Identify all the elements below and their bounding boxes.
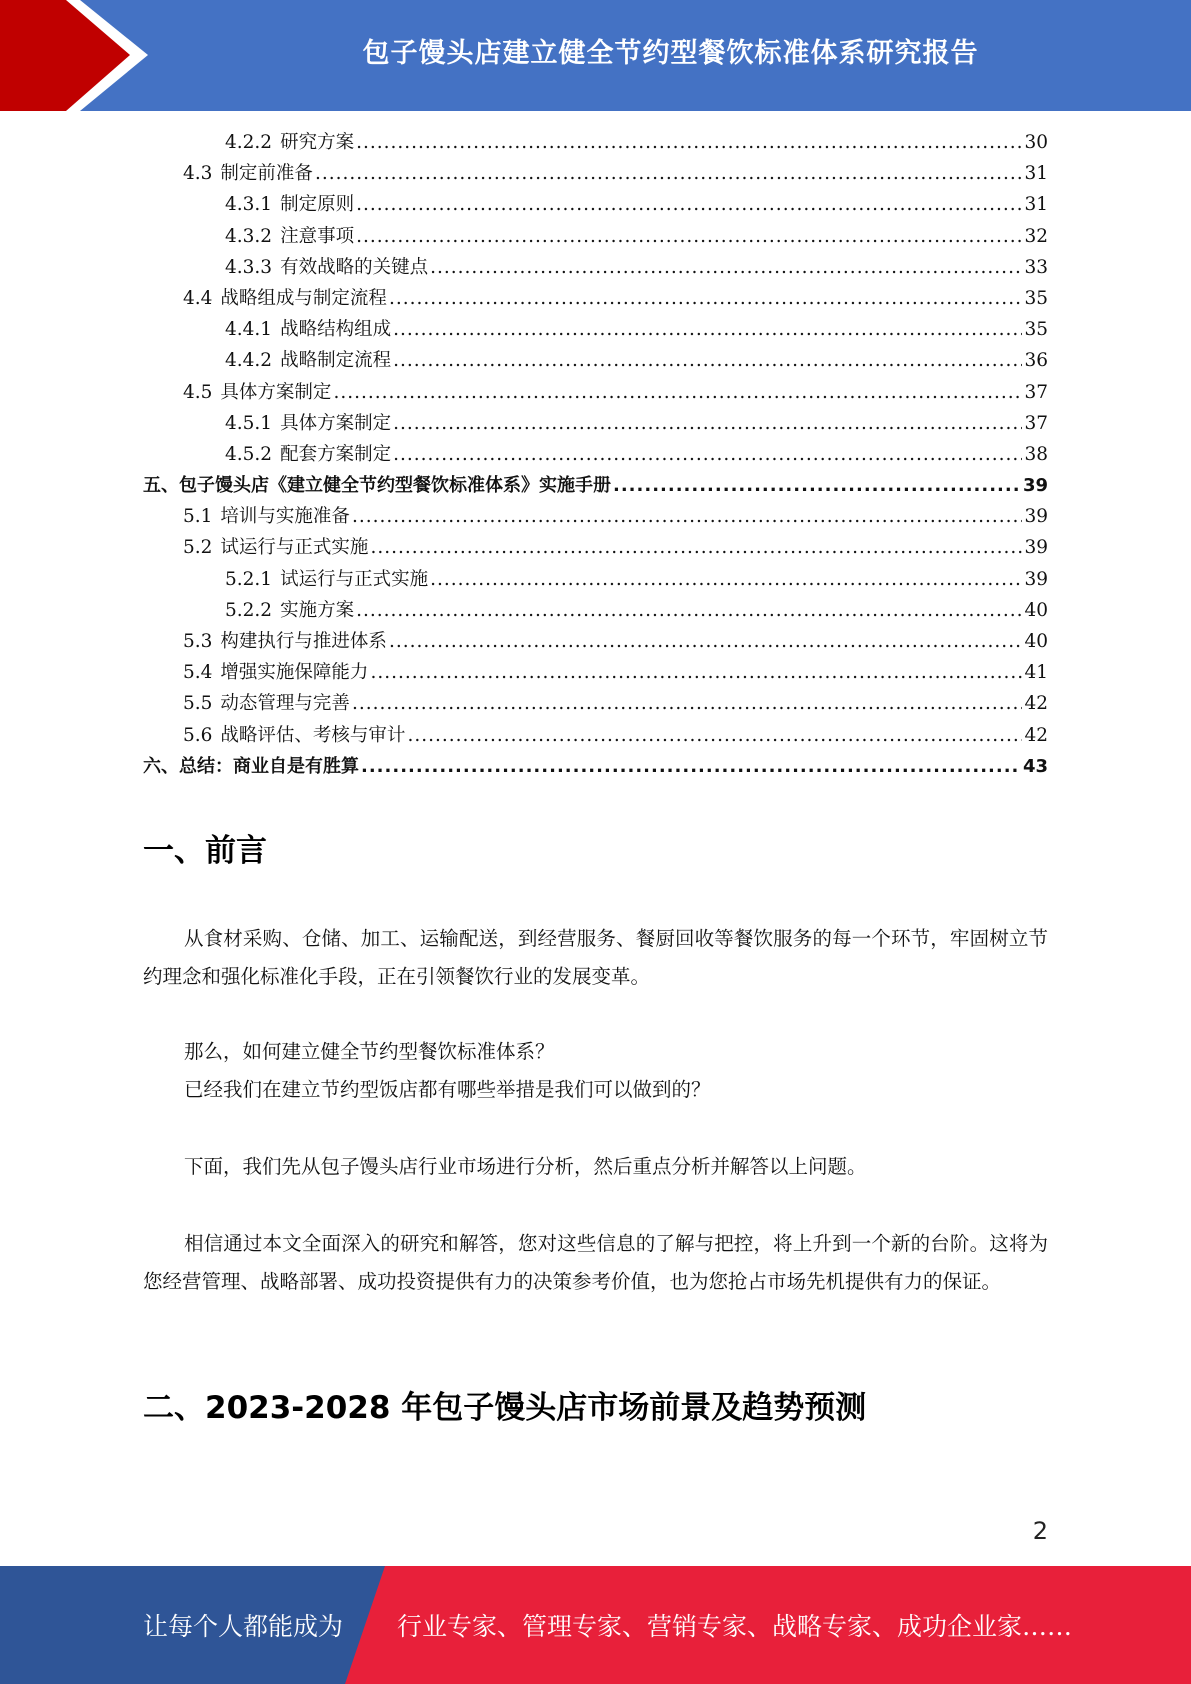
section-heading-market-outlook: 二、2023-2028 年包子馒头店市场前景及趋势预测 — [143, 1390, 867, 1426]
toc-entry-title: 有效战略的关键点 — [280, 256, 429, 278]
page-header — [0, 0, 1191, 111]
toc-entry-page: 40 — [1024, 599, 1048, 621]
footer-slogan-right: 行业专家、管理专家、营销专家、战略专家、成功企业家…… — [397, 1612, 1073, 1641]
toc-entry-page: 40 — [1024, 631, 1048, 652]
toc-entry-title: 实施方案 — [280, 599, 355, 621]
toc-dot-leader — [393, 408, 1022, 439]
toc-entry-page: 36 — [1024, 350, 1048, 372]
toc-dot-leader — [389, 626, 1023, 657]
toc-entry-number: 4.3.3 — [225, 256, 273, 278]
toc-entry[interactable] — [143, 221, 1048, 252]
toc-entry[interactable] — [143, 564, 1048, 595]
toc-entry[interactable] — [143, 470, 1048, 501]
toc-dot-leader — [356, 189, 1022, 220]
toc-entry[interactable] — [143, 158, 1048, 189]
toc-entry-page: 32 — [1024, 225, 1048, 247]
toc-dot-leader — [356, 127, 1022, 158]
toc-entry-title: 五、包子馒头店《建立健全节约型餐饮标准体系》实施手册 — [143, 475, 611, 497]
toc-entry-number: 5.6 — [183, 724, 213, 746]
toc-dot-leader — [356, 221, 1022, 252]
toc-entry-title: 具体方案制定 — [220, 381, 332, 403]
toc-entry-number: 5.1 — [183, 506, 213, 528]
header-arrow-decoration — [0, 0, 160, 111]
toc-entry-title: 制定原则 — [280, 194, 355, 216]
toc-entry-page: 42 — [1024, 693, 1048, 715]
toc-entry[interactable] — [143, 314, 1048, 345]
section-heading-preface: 一、前言 — [143, 833, 267, 869]
toc-entry-title: 具体方案制定 — [280, 412, 392, 434]
toc-dot-leader — [613, 470, 1021, 501]
toc-dot-leader — [352, 688, 1023, 719]
toc-entry-number: 4.2.2 — [225, 132, 273, 153]
toc-dot-leader — [315, 158, 1023, 189]
toc-entry[interactable] — [143, 720, 1048, 751]
toc-entry[interactable] — [143, 345, 1048, 376]
page-number: 2 — [1032, 1517, 1048, 1545]
toc-entry-title: 注意事项 — [280, 225, 355, 247]
toc-entry-page: 30 — [1024, 132, 1048, 153]
toc-entry-page: 39 — [1024, 568, 1048, 590]
paragraph: 从食材采购、仓储、加工、运输配送，到经营服务、餐厨回收等餐饮服务的每一个环节，牢固树立节约理念和强化标准化手段，正在引领餐饮行业的发展变革。 — [143, 927, 1048, 988]
table-of-contents — [143, 127, 1048, 782]
toc-entry[interactable] — [143, 408, 1048, 439]
toc-entry[interactable] — [143, 377, 1048, 408]
toc-dot-leader — [393, 439, 1022, 470]
toc-entry-number: 4.4.1 — [225, 319, 273, 341]
toc-dot-leader — [430, 252, 1022, 283]
toc-entry-title: 六、总结：商业自是有胜算 — [143, 755, 359, 777]
toc-entry-title: 试运行与正式实施 — [280, 568, 429, 590]
toc-dot-leader — [370, 532, 1022, 563]
toc-entry-page: 41 — [1024, 662, 1048, 684]
toc-dot-leader — [430, 564, 1022, 595]
toc-entry-title: 试运行与正式实施 — [220, 537, 369, 559]
toc-dot-leader — [393, 314, 1022, 345]
toc-entry-number: 5.2.1 — [225, 568, 273, 590]
toc-dot-leader — [370, 657, 1022, 688]
footer-slogan-left: 让每个人都能成为 — [143, 1612, 344, 1641]
page-footer — [0, 1566, 1191, 1684]
toc-entry-page: 35 — [1024, 287, 1048, 309]
toc-entry[interactable] — [143, 439, 1048, 470]
paragraph: 下面，我们先从包子馒头店行业市场进行分析，然后重点分析并解答以上问题。 — [184, 1155, 867, 1178]
toc-entry[interactable] — [143, 657, 1048, 688]
toc-entry-number: 4.3.1 — [225, 194, 273, 216]
paragraph: 相信通过本文全面深入的研究和解答，您对这些信息的了解与把控，将上升到一个新的台阶。这将为您经营管理、战略部署、成功投资提供有力的决策参考价值，也为您抢占市场先机提供有力的保证。 — [143, 1232, 1048, 1293]
toc-entry[interactable] — [143, 626, 1048, 657]
toc-entry-number: 5.3 — [183, 631, 213, 652]
toc-entry-number: 5.2.2 — [225, 599, 273, 621]
toc-dot-leader — [352, 501, 1023, 532]
toc-entry-number: 4.5 — [183, 381, 213, 403]
toc-entry[interactable] — [143, 252, 1048, 283]
toc-entry-title: 战略组成与制定流程 — [220, 287, 387, 309]
toc-entry[interactable] — [143, 283, 1048, 314]
header-title: 包子馒头店建立健全节约型餐饮标准体系研究报告 — [362, 37, 979, 69]
toc-entry-title: 构建执行与推进体系 — [220, 631, 387, 652]
toc-entry-title: 战略评估、考核与审计 — [220, 724, 406, 746]
toc-entry-number: 4.4.2 — [225, 350, 273, 372]
toc-entry-page: 43 — [1022, 755, 1048, 777]
toc-entry-page: 39 — [1022, 475, 1048, 497]
toc-entry-page: 38 — [1024, 443, 1048, 465]
toc-entry-title: 培训与实施准备 — [220, 506, 350, 528]
paragraph: 已经我们在建立节约型饭店都有哪些举措是我们可以做到的？ — [184, 1078, 711, 1101]
toc-dot-leader — [333, 377, 1022, 408]
toc-entry-page: 42 — [1024, 724, 1048, 746]
toc-entry[interactable] — [143, 127, 1048, 158]
toc-entry-title: 战略结构组成 — [280, 319, 392, 341]
toc-entry-title: 制定前准备 — [220, 163, 313, 185]
toc-dot-leader — [361, 751, 1021, 782]
toc-entry-page: 31 — [1024, 163, 1048, 185]
toc-entry-number: 4.4 — [183, 287, 213, 309]
toc-entry-title: 研究方案 — [280, 132, 355, 153]
toc-entry-page: 39 — [1024, 537, 1048, 559]
toc-entry-number: 4.5.1 — [225, 412, 273, 434]
toc-entry[interactable] — [143, 189, 1048, 220]
toc-entry-page: 33 — [1024, 256, 1048, 278]
toc-entry[interactable] — [143, 532, 1048, 563]
toc-entry-page: 39 — [1024, 506, 1048, 528]
toc-entry[interactable] — [143, 595, 1048, 626]
toc-entry-number: 4.3.2 — [225, 225, 273, 247]
toc-entry-title: 动态管理与完善 — [220, 693, 350, 715]
toc-entry-number: 5.4 — [183, 662, 213, 684]
toc-dot-leader — [356, 595, 1022, 626]
toc-entry-number: 4.3 — [183, 163, 213, 185]
toc-entry-number: 4.5.2 — [225, 443, 273, 465]
toc-dot-leader — [389, 283, 1023, 314]
toc-dot-leader — [393, 345, 1022, 376]
toc-entry-number: 5.5 — [183, 693, 213, 715]
toc-entry-page: 37 — [1024, 381, 1048, 403]
toc-entry[interactable] — [143, 501, 1048, 532]
toc-entry-page: 35 — [1024, 319, 1048, 341]
toc-entry-page: 37 — [1024, 412, 1048, 434]
toc-entry-number: 5.2 — [183, 537, 213, 559]
toc-entry-title: 增强实施保障能力 — [220, 662, 369, 684]
toc-entry-title: 配套方案制定 — [280, 443, 392, 465]
paragraph: 那么，如何建立健全节约型餐饮标准体系？ — [184, 1040, 555, 1063]
toc-entry-title: 战略制定流程 — [280, 350, 392, 372]
toc-entry-page: 31 — [1024, 194, 1048, 216]
toc-dot-leader — [407, 720, 1022, 751]
toc-entry[interactable] — [143, 751, 1048, 782]
toc-entry[interactable] — [143, 688, 1048, 719]
